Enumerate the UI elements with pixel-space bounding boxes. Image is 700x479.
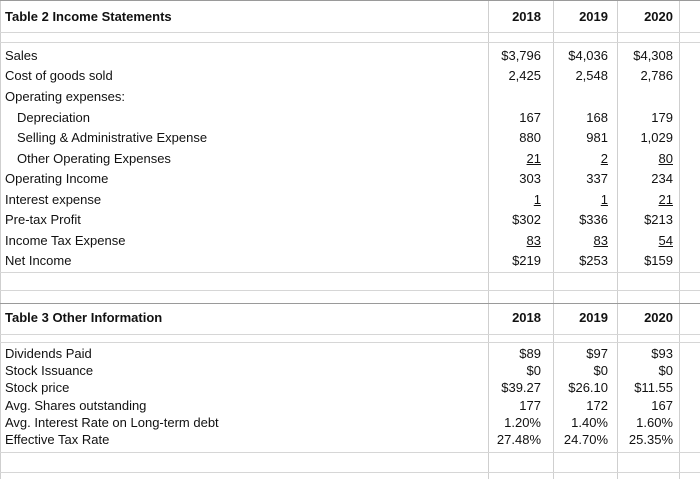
cell-value: 981 xyxy=(586,130,608,145)
cell-value: 172 xyxy=(586,398,608,413)
row-label: Depreciation xyxy=(17,110,90,125)
cell-value: 2 xyxy=(600,151,608,166)
row-label: Net Income xyxy=(5,253,72,268)
cell-value: $219 xyxy=(512,253,541,268)
table2-year-2018: 2018 xyxy=(512,9,541,24)
cell-value: $302 xyxy=(512,212,541,227)
table2-title: Table 2 Income Statements xyxy=(5,9,172,24)
table3-year-2020: 2020 xyxy=(644,310,673,325)
cell-value: 21 xyxy=(658,192,673,207)
cell-value: 303 xyxy=(519,171,541,186)
cell-value: $3,796 xyxy=(501,48,541,63)
row-label: Pre-tax Profit xyxy=(5,212,81,227)
grid-line xyxy=(0,452,700,453)
cell-value: 179 xyxy=(651,110,673,125)
cell-value: 24.70% xyxy=(563,432,608,447)
cell-value: 2,786 xyxy=(640,68,673,83)
cell-value: 337 xyxy=(586,171,608,186)
cell-value: $159 xyxy=(644,253,673,268)
table3-year-2019: 2019 xyxy=(579,310,608,325)
cell-value: 80 xyxy=(658,151,673,166)
cell-value: 234 xyxy=(651,171,673,186)
grid-line xyxy=(553,0,554,479)
cell-value: 83 xyxy=(526,233,541,248)
grid-line xyxy=(0,42,700,43)
grid-line xyxy=(0,272,700,273)
row-label: Selling & Administrative Expense xyxy=(17,130,208,145)
cell-value: $39.27 xyxy=(501,380,541,395)
row-label: Cost of goods sold xyxy=(5,68,113,83)
grid-line xyxy=(679,0,680,479)
cell-value: 2,425 xyxy=(508,68,541,83)
grid-line xyxy=(0,342,700,343)
cell-value: 83 xyxy=(593,233,608,248)
row-label: Dividends Paid xyxy=(5,346,92,361)
table2-year-2020: 2020 xyxy=(644,9,673,24)
row-label: Effective Tax Rate xyxy=(5,432,110,447)
cell-value: $213 xyxy=(644,212,673,227)
table3-title: Table 3 Other Information xyxy=(5,310,163,325)
grid-line xyxy=(0,0,1,479)
cell-value: $0 xyxy=(658,363,673,378)
cell-value: $4,036 xyxy=(568,48,608,63)
cell-value: 2,548 xyxy=(575,68,608,83)
cell-value: 177 xyxy=(519,398,541,413)
cell-value: 1.40% xyxy=(571,415,608,430)
row-label: Stock Issuance xyxy=(5,363,94,378)
row-label: Avg. Shares outstanding xyxy=(5,398,147,413)
cell-value: $4,308 xyxy=(633,48,673,63)
grid-line xyxy=(0,32,700,33)
cell-value: 1.20% xyxy=(504,415,541,430)
cell-value: 1 xyxy=(600,192,608,207)
grid-line xyxy=(0,303,700,304)
row-label: Stock price xyxy=(5,380,70,395)
cell-value: $97 xyxy=(586,346,608,361)
row-label: Other Operating Expenses xyxy=(17,151,171,166)
cell-value: 167 xyxy=(519,110,541,125)
cell-value: 167 xyxy=(651,398,673,413)
row-label: Sales xyxy=(5,48,38,63)
cell-value: 880 xyxy=(519,130,541,145)
cell-value: $336 xyxy=(579,212,608,227)
row-label: Operating expenses: xyxy=(5,89,125,104)
cell-value: $89 xyxy=(519,346,541,361)
cell-value: 54 xyxy=(658,233,673,248)
row-label: Interest expense xyxy=(5,192,102,207)
cell-value: 25.35% xyxy=(628,432,673,447)
row-label: Avg. Interest Rate on Long-term debt xyxy=(5,415,219,430)
cell-value: $11.55 xyxy=(634,380,673,395)
table3-year-2018: 2018 xyxy=(512,310,541,325)
cell-value: 27.48% xyxy=(496,432,541,447)
cell-value: 21 xyxy=(526,151,541,166)
cell-value: 1 xyxy=(533,192,541,207)
grid-line xyxy=(0,290,700,291)
grid-line xyxy=(617,0,618,479)
grid-line xyxy=(488,0,489,479)
cell-value: $0 xyxy=(593,363,608,378)
cell-value: 1.60% xyxy=(636,415,673,430)
table2-year-2019: 2019 xyxy=(579,9,608,24)
grid-line xyxy=(0,0,700,1)
cell-value: $253 xyxy=(579,253,608,268)
grid-line xyxy=(0,334,700,335)
grid-line xyxy=(0,472,700,473)
cell-value: 168 xyxy=(586,110,608,125)
row-label: Income Tax Expense xyxy=(5,233,126,248)
row-label: Operating Income xyxy=(5,171,109,186)
cell-value: $26.10 xyxy=(568,380,608,395)
cell-value: 1,029 xyxy=(640,130,673,145)
cell-value: $0 xyxy=(526,363,541,378)
cell-value: $93 xyxy=(651,346,673,361)
